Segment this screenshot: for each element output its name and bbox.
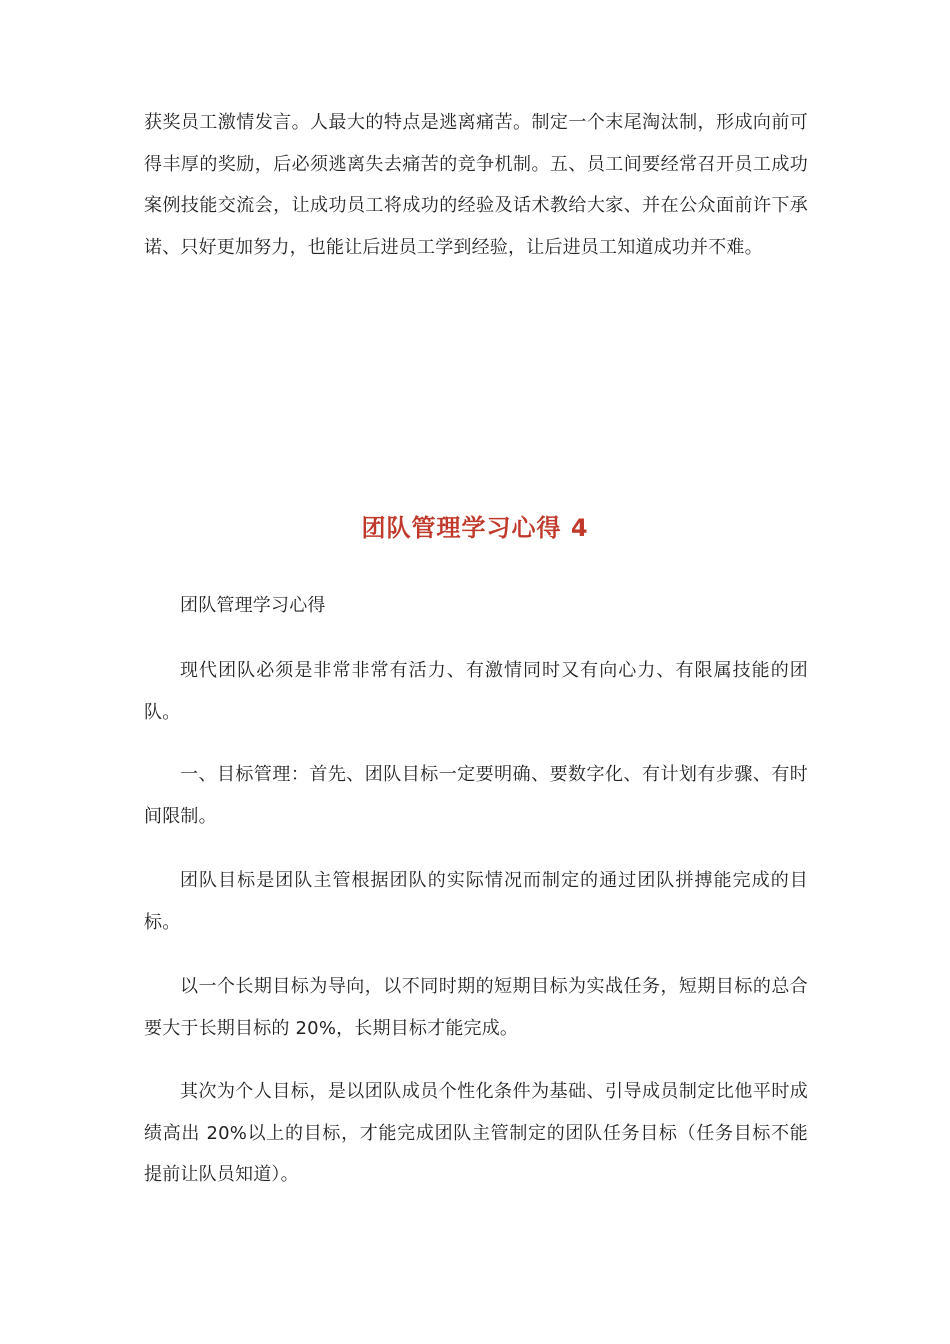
section-heading: 团队管理学习心得 4 (361, 514, 589, 542)
intro-paragraph: 获奖员工激情发言。人最大的特点是逃离痛苦。制定一个末尾淘汰制，形成向前可得丰厚的奖励，后必须逃离失去痛苦的竞争机制。五、员工间要经常召开员工成功案例技能交流会，让成功员工将成功的经验及话术教给大家、并在公众面前许下承诺、只好更加努力，也能让后进员工学到经验，让后进员工知道成功并不难。 (144, 112, 808, 258)
paragraph-long-term-goal: 以一个长期目标为导向，以不同时期的短期目标为实战任务，短期目标的总合要大于长期目标的 20%，长期目标才能完成。 (144, 976, 808, 1039)
paragraph-team-goal: 团队目标是团队主管根据团队的实际情况而制定的通过团队拼搏能完成的目标。 (144, 870, 808, 933)
paragraph-personal-goal: 其次为个人目标，是以团队成员个性化条件为基础、引导成员制定比他平时成绩高出 20%以上的目标，才能完成团队主管制定的团队任务目标（任务目标不能提前让队员知道）。 (144, 1081, 808, 1185)
paragraph-goal-management: 一、目标管理：首先、团队目标一定要明确、要数字化、有计划有步骤、有时间限制。 (144, 764, 808, 827)
paragraph-modern-team: 现代团队必须是非常非常有活力、有激情同时又有向心力、有限属技能的团队。 (144, 660, 808, 723)
paragraph-subtitle: 团队管理学习心得 (180, 595, 326, 616)
